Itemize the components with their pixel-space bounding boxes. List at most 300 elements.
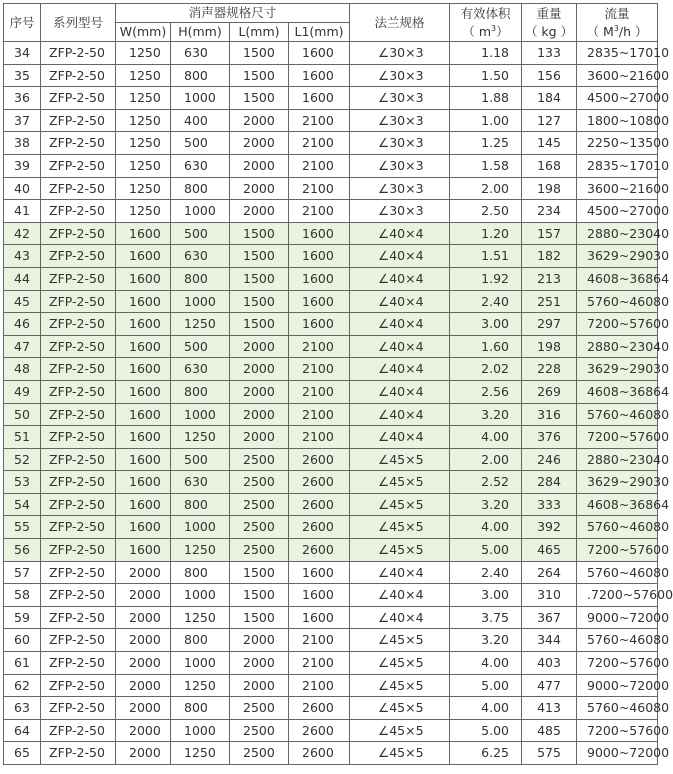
header-volume-label: 有效体积 (460, 5, 511, 21)
cell-volume: 1.58 (450, 154, 522, 177)
cell-l1: 1600 (289, 267, 350, 290)
header-weight-label: 重量 (536, 5, 562, 21)
header-row-top (4, 4, 658, 23)
table-row (4, 606, 658, 629)
table-row (4, 561, 658, 584)
cell-weight: 297 (522, 313, 577, 336)
cell-w: 1600 (116, 313, 171, 336)
cell-w: 1600 (116, 290, 171, 313)
cell-volume: 4.00 (450, 516, 522, 539)
cell-flange: ∠30×3 (350, 154, 450, 177)
cell-flow: 5760~46080 (577, 561, 658, 584)
cell-weight: 392 (522, 516, 577, 539)
cell-h: 1250 (171, 313, 230, 336)
table-row (4, 290, 658, 313)
cell-flange: ∠45×5 (350, 719, 450, 742)
cell-l1: 2100 (289, 674, 350, 697)
cell-volume: 1.60 (450, 335, 522, 358)
cell-volume: 2.52 (450, 471, 522, 494)
cell-volume: 1.50 (450, 64, 522, 87)
cell-flow: 9000~72000 (577, 606, 658, 629)
cell-seq: 46 (4, 313, 41, 336)
header-volume-unit: （ $m^3$） (462, 23, 509, 39)
cell-model: ZFP-2-50 (41, 674, 116, 697)
cell-model: ZFP-2-50 (41, 652, 116, 675)
table-row (4, 109, 658, 132)
cell-model: ZFP-2-50 (41, 380, 116, 403)
table-row (4, 245, 658, 268)
header-flange: 法兰规格 (350, 4, 450, 42)
cell-weight: 234 (522, 200, 577, 223)
cell-flow: 9000~72000 (577, 742, 658, 765)
cell-weight: 403 (522, 652, 577, 675)
cell-volume: 2.00 (450, 448, 522, 471)
cell-weight: 284 (522, 471, 577, 494)
cell-flow: 9000~72000 (577, 674, 658, 697)
cell-model: ZFP-2-50 (41, 154, 116, 177)
cell-l: 1500 (230, 584, 289, 607)
cell-l1: 1600 (289, 64, 350, 87)
cell-flange: ∠40×4 (350, 335, 450, 358)
cell-h: 1000 (171, 403, 230, 426)
cell-flange: ∠30×3 (350, 42, 450, 65)
cell-l: 1500 (230, 222, 289, 245)
cell-flow: 2250~13500 (577, 132, 658, 155)
cell-l: 2000 (230, 154, 289, 177)
cell-flange: ∠40×4 (350, 606, 450, 629)
cell-flange: ∠45×5 (350, 516, 450, 539)
header-flow (577, 4, 658, 42)
cell-h: 800 (171, 561, 230, 584)
cell-h: 1000 (171, 652, 230, 675)
cell-seq: 51 (4, 426, 41, 449)
cell-flow: 3600~21600 (577, 177, 658, 200)
cell-h: 630 (171, 358, 230, 381)
cell-model: ZFP-2-50 (41, 742, 116, 765)
cell-volume: 4.00 (450, 426, 522, 449)
cell-flange: ∠40×4 (350, 358, 450, 381)
cell-volume: 3.75 (450, 606, 522, 629)
cell-h: 1250 (171, 606, 230, 629)
cell-flange: ∠40×4 (350, 222, 450, 245)
table-row (4, 87, 658, 110)
cell-flange: ∠30×3 (350, 109, 450, 132)
cell-weight: 251 (522, 290, 577, 313)
cell-l: 2000 (230, 132, 289, 155)
cell-weight: 168 (522, 154, 577, 177)
cell-l: 1500 (230, 87, 289, 110)
cell-seq: 39 (4, 154, 41, 177)
cell-l1: 2600 (289, 516, 350, 539)
cell-flow: 5760~46080 (577, 697, 658, 720)
cell-l1: 1600 (289, 222, 350, 245)
cell-l: 2500 (230, 493, 289, 516)
cell-h: 400 (171, 109, 230, 132)
cell-weight: 246 (522, 448, 577, 471)
table-row (4, 652, 658, 675)
cell-flow: 3629~29030 (577, 471, 658, 494)
cell-w: 1600 (116, 358, 171, 381)
cell-seq: 49 (4, 380, 41, 403)
cell-seq: 63 (4, 697, 41, 720)
cell-h: 630 (171, 42, 230, 65)
cell-l: 2000 (230, 177, 289, 200)
cell-flow: .7200~57600 (577, 584, 658, 607)
cell-volume: 5.00 (450, 719, 522, 742)
cell-seq: 61 (4, 652, 41, 675)
cell-l: 2000 (230, 335, 289, 358)
cell-flow: 5760~46080 (577, 403, 658, 426)
cell-weight: 198 (522, 177, 577, 200)
table-row (4, 267, 658, 290)
cell-w: 1250 (116, 132, 171, 155)
header-dims-group: 消声器规格尺寸 (116, 4, 350, 23)
cell-flange: ∠30×3 (350, 132, 450, 155)
cell-seq: 60 (4, 629, 41, 652)
cell-seq: 45 (4, 290, 41, 313)
cell-w: 1600 (116, 335, 171, 358)
cell-h: 1000 (171, 516, 230, 539)
table-row (4, 426, 658, 449)
cell-l: 2000 (230, 674, 289, 697)
cell-seq: 58 (4, 584, 41, 607)
cell-l: 2500 (230, 448, 289, 471)
cell-seq: 47 (4, 335, 41, 358)
cell-flange: ∠40×4 (350, 403, 450, 426)
cell-model: ZFP-2-50 (41, 132, 116, 155)
cell-weight: 228 (522, 358, 577, 381)
cell-weight: 376 (522, 426, 577, 449)
cell-weight: 465 (522, 539, 577, 562)
table-row (4, 222, 658, 245)
cell-model: ZFP-2-50 (41, 584, 116, 607)
cell-h: 1000 (171, 290, 230, 313)
cell-seq: 38 (4, 132, 41, 155)
cell-flange: ∠40×4 (350, 313, 450, 336)
cell-l: 1500 (230, 313, 289, 336)
cell-volume: 1.92 (450, 267, 522, 290)
cell-flange: ∠45×5 (350, 448, 450, 471)
cell-l: 2500 (230, 471, 289, 494)
cell-volume: 1.20 (450, 222, 522, 245)
cell-l1: 2600 (289, 539, 350, 562)
cell-volume: 1.88 (450, 87, 522, 110)
table-row (4, 358, 658, 381)
cell-volume: 4.00 (450, 697, 522, 720)
cell-seq: 44 (4, 267, 41, 290)
cell-volume: 2.00 (450, 177, 522, 200)
cell-l1: 2100 (289, 652, 350, 675)
cell-l1: 2100 (289, 200, 350, 223)
cell-model: ZFP-2-50 (41, 87, 116, 110)
cell-flow: 5760~46080 (577, 629, 658, 652)
cell-w: 1250 (116, 109, 171, 132)
cell-w: 1250 (116, 200, 171, 223)
cell-seq: 62 (4, 674, 41, 697)
cell-h: 800 (171, 177, 230, 200)
spec-table (3, 3, 673, 765)
cell-seq: 48 (4, 358, 41, 381)
cell-volume: 3.00 (450, 313, 522, 336)
cell-flow: 2880~23040 (577, 222, 658, 245)
cell-flange: ∠40×4 (350, 426, 450, 449)
table-row (4, 742, 658, 765)
cell-weight: 269 (522, 380, 577, 403)
cell-h: 1000 (171, 200, 230, 223)
cell-seq: 35 (4, 64, 41, 87)
cell-model: ZFP-2-50 (41, 42, 116, 65)
cell-flow: 2835~17010 (577, 42, 658, 65)
cell-weight: 310 (522, 584, 577, 607)
cell-flow: 4500~27000 (577, 200, 658, 223)
table-row (4, 313, 658, 336)
cell-weight: 213 (522, 267, 577, 290)
cell-h: 1000 (171, 719, 230, 742)
cell-l1: 2100 (289, 358, 350, 381)
cell-l1: 1600 (289, 561, 350, 584)
cell-w: 1600 (116, 448, 171, 471)
cell-l: 1500 (230, 42, 289, 65)
cell-l: 2000 (230, 358, 289, 381)
cell-l1: 1600 (289, 606, 350, 629)
cell-l: 2000 (230, 652, 289, 675)
cell-h: 800 (171, 267, 230, 290)
cell-l1: 2600 (289, 471, 350, 494)
cell-flow: 5760~46080 (577, 290, 658, 313)
cell-seq: 37 (4, 109, 41, 132)
cell-l1: 1600 (289, 584, 350, 607)
cell-h: 800 (171, 64, 230, 87)
cell-w: 1600 (116, 245, 171, 268)
cell-h: 1250 (171, 742, 230, 765)
cell-l1: 1600 (289, 313, 350, 336)
cell-flow: 2880~23040 (577, 335, 658, 358)
header-h: H(mm) (171, 23, 230, 42)
cell-model: ZFP-2-50 (41, 471, 116, 494)
cell-weight: 367 (522, 606, 577, 629)
cell-flow: 2880~23040 (577, 448, 658, 471)
header-volume (450, 4, 522, 42)
header-weight-unit: （ kg ） (524, 23, 574, 39)
cell-model: ZFP-2-50 (41, 719, 116, 742)
cell-model: ZFP-2-50 (41, 539, 116, 562)
table-row (4, 380, 658, 403)
cell-model: ZFP-2-50 (41, 516, 116, 539)
cell-model: ZFP-2-50 (41, 267, 116, 290)
table-row (4, 629, 658, 652)
cell-h: 500 (171, 132, 230, 155)
header-model: 系列型号 (41, 4, 116, 42)
cell-volume: 6.25 (450, 742, 522, 765)
cell-seq: 59 (4, 606, 41, 629)
cell-l1: 2100 (289, 132, 350, 155)
cell-volume: 3.20 (450, 403, 522, 426)
cell-w: 1600 (116, 222, 171, 245)
cell-weight: 477 (522, 674, 577, 697)
cell-weight: 413 (522, 697, 577, 720)
cell-model: ZFP-2-50 (41, 493, 116, 516)
table-row (4, 539, 658, 562)
cell-flange: ∠30×3 (350, 64, 450, 87)
cell-l1: 1600 (289, 42, 350, 65)
cell-l1: 1600 (289, 290, 350, 313)
cell-volume: 5.00 (450, 674, 522, 697)
table-row (4, 448, 658, 471)
cell-h: 630 (171, 471, 230, 494)
cell-l1: 1600 (289, 87, 350, 110)
cell-l: 1500 (230, 561, 289, 584)
cell-flange: ∠45×5 (350, 539, 450, 562)
header-weight (522, 4, 577, 42)
table-row (4, 403, 658, 426)
header-l: L(mm) (230, 23, 289, 42)
cell-flange: ∠40×4 (350, 584, 450, 607)
cell-w: 2000 (116, 606, 171, 629)
cell-volume: 2.02 (450, 358, 522, 381)
cell-flow: 5760~46080 (577, 516, 658, 539)
cell-model: ZFP-2-50 (41, 64, 116, 87)
cell-seq: 50 (4, 403, 41, 426)
cell-model: ZFP-2-50 (41, 109, 116, 132)
cell-h: 1250 (171, 674, 230, 697)
cell-l: 1500 (230, 606, 289, 629)
cell-l: 2000 (230, 380, 289, 403)
cell-weight: 575 (522, 742, 577, 765)
cell-l: 2000 (230, 200, 289, 223)
table-body (4, 42, 673, 765)
cell-volume: 2.40 (450, 561, 522, 584)
table-header (4, 4, 658, 42)
cell-model: ZFP-2-50 (41, 629, 116, 652)
cell-l1: 2600 (289, 493, 350, 516)
cell-weight: 127 (522, 109, 577, 132)
table-row (4, 132, 658, 155)
cell-flange: ∠45×5 (350, 674, 450, 697)
cell-l: 2500 (230, 742, 289, 765)
cell-flange: ∠40×4 (350, 290, 450, 313)
table-row (4, 42, 658, 65)
cell-flow: 7200~57600 (577, 652, 658, 675)
cell-flow: 3629~29030 (577, 245, 658, 268)
cell-l1: 2600 (289, 448, 350, 471)
cell-l1: 2100 (289, 426, 350, 449)
cell-h: 800 (171, 697, 230, 720)
cell-seq: 43 (4, 245, 41, 268)
cell-h: 630 (171, 154, 230, 177)
table-row (4, 493, 658, 516)
cell-h: 630 (171, 245, 230, 268)
cell-volume: 3.20 (450, 493, 522, 516)
cell-w: 2000 (116, 742, 171, 765)
cell-flow: 2835~17010 (577, 154, 658, 177)
cell-seq: 52 (4, 448, 41, 471)
cell-weight: 316 (522, 403, 577, 426)
cell-l: 1500 (230, 290, 289, 313)
table-row (4, 64, 658, 87)
cell-weight: 198 (522, 335, 577, 358)
cell-seq: 65 (4, 742, 41, 765)
cell-weight: 485 (522, 719, 577, 742)
cell-flange: ∠40×4 (350, 267, 450, 290)
header-flow-label: 流量 (604, 5, 630, 21)
cell-l1: 2100 (289, 403, 350, 426)
cell-w: 1600 (116, 493, 171, 516)
cell-w: 1250 (116, 154, 171, 177)
cell-weight: 156 (522, 64, 577, 87)
cell-h: 1250 (171, 426, 230, 449)
cell-model: ZFP-2-50 (41, 290, 116, 313)
cell-seq: 57 (4, 561, 41, 584)
header-flow-unit: （ $M^3/h$ ） (586, 23, 648, 39)
cell-seq: 40 (4, 177, 41, 200)
cell-l1: 2100 (289, 335, 350, 358)
cell-w: 2000 (116, 674, 171, 697)
cell-flange: ∠45×5 (350, 493, 450, 516)
cell-model: ZFP-2-50 (41, 358, 116, 381)
cell-l1: 2100 (289, 154, 350, 177)
cell-flow: 1800~10800 (577, 109, 658, 132)
cell-h: 500 (171, 222, 230, 245)
cell-model: ZFP-2-50 (41, 697, 116, 720)
cell-flow: 7200~57600 (577, 539, 658, 562)
cell-seq: 54 (4, 493, 41, 516)
cell-w: 1600 (116, 403, 171, 426)
cell-w: 1600 (116, 516, 171, 539)
cell-volume: 3.00 (450, 584, 522, 607)
cell-w: 1250 (116, 177, 171, 200)
table-row (4, 177, 658, 200)
cell-model: ZFP-2-50 (41, 426, 116, 449)
cell-model: ZFP-2-50 (41, 335, 116, 358)
cell-volume: 2.40 (450, 290, 522, 313)
cell-l1: 2100 (289, 177, 350, 200)
cell-w: 1250 (116, 64, 171, 87)
cell-w: 2000 (116, 652, 171, 675)
cell-flow: 4608~36864 (577, 380, 658, 403)
cell-weight: 333 (522, 493, 577, 516)
cell-flange: ∠45×5 (350, 652, 450, 675)
cell-h: 500 (171, 335, 230, 358)
cell-seq: 42 (4, 222, 41, 245)
cell-w: 1250 (116, 87, 171, 110)
cell-seq: 56 (4, 539, 41, 562)
cell-h: 800 (171, 380, 230, 403)
cell-weight: 182 (522, 245, 577, 268)
cell-l1: 2600 (289, 742, 350, 765)
cell-flange: ∠45×5 (350, 471, 450, 494)
table-row (4, 697, 658, 720)
cell-w: 1600 (116, 539, 171, 562)
cell-h: 800 (171, 493, 230, 516)
cell-l: 1500 (230, 245, 289, 268)
cell-flange: ∠45×5 (350, 629, 450, 652)
cell-seq: 41 (4, 200, 41, 223)
table-row (4, 200, 658, 223)
cell-l: 2500 (230, 697, 289, 720)
table-row (4, 335, 658, 358)
cell-volume: 4.00 (450, 652, 522, 675)
cell-flow: 3629~29030 (577, 358, 658, 381)
cell-w: 2000 (116, 719, 171, 742)
cell-flow: 7200~57600 (577, 719, 658, 742)
cell-model: ZFP-2-50 (41, 222, 116, 245)
cell-l: 2500 (230, 516, 289, 539)
table-row (4, 584, 658, 607)
header-w: W(mm) (116, 23, 171, 42)
cell-flange: ∠40×4 (350, 380, 450, 403)
cell-weight: 157 (522, 222, 577, 245)
table-row (4, 154, 658, 177)
